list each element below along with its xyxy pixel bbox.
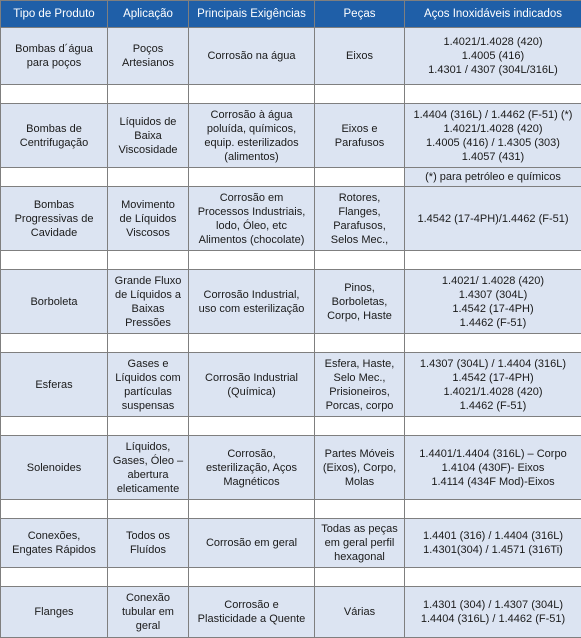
- cell-line: esterilização, Aços: [191, 461, 312, 475]
- empty-cell: [315, 85, 405, 104]
- cell-tipo: [1, 353, 108, 417]
- cell-exigencias: [189, 187, 315, 251]
- empty-cell: [1, 500, 108, 519]
- empty-cell: [405, 85, 581, 104]
- cell-line: 1.4404 (316L) / 1.4462 (F-51) (*): [407, 108, 579, 122]
- cell-line: Selo Mec.,: [317, 371, 402, 385]
- cell-line: 1.4021/1.4028 (420): [407, 122, 579, 136]
- cell-line: Magnéticos: [191, 475, 312, 489]
- cell-tipo: [1, 587, 108, 638]
- empty-cell: [189, 500, 315, 519]
- cell-line: 1.4401 (316) / 1.4404 (316L): [407, 529, 579, 543]
- empty-cell: [1, 168, 108, 187]
- cell-line: Alimentos (chocolate): [191, 233, 312, 247]
- cell-acos: [405, 28, 581, 85]
- spacer-row: [1, 334, 581, 353]
- cell-line: 1.4301 / 4307 (304L/316L): [407, 63, 579, 77]
- cell-exigencias: [189, 270, 315, 334]
- empty-cell: [189, 85, 315, 104]
- cell-line: poluída, químicos,: [191, 122, 312, 136]
- empty-cell: [405, 417, 581, 436]
- cell-line: Borboletas,: [317, 295, 402, 309]
- cell-aplicacao: [108, 519, 189, 568]
- cell-line: Rotores,: [317, 191, 402, 205]
- cell-line: Todos os: [110, 529, 186, 543]
- cell-line: Conexão: [110, 591, 186, 605]
- cell-line: Porcas, corpo: [317, 399, 402, 413]
- cell-line: 1.4005 (416) / 1.4305 (303): [407, 136, 579, 150]
- cell-line: Flanges,: [317, 205, 402, 219]
- empty-cell: [189, 417, 315, 436]
- cell-line: em geral perfil: [317, 536, 402, 550]
- cell-acos: [405, 270, 581, 334]
- cell-line: 1.4114 (434F Mod)-Eixos: [407, 475, 579, 489]
- cell-pecas: [315, 28, 405, 85]
- header-pecas: Peças: [315, 1, 405, 28]
- cell-line: Corrosão Industrial,: [191, 288, 312, 302]
- cell-line: Pressões: [110, 316, 186, 330]
- spacer-row: [1, 500, 581, 519]
- cell-aplicacao: [108, 270, 189, 334]
- cell-acos: [405, 104, 581, 168]
- cell-line: equip. esterilizados: [191, 136, 312, 150]
- cell-exigencias: [189, 28, 315, 85]
- cell-pecas: [315, 104, 405, 168]
- cell-line: Eixos: [317, 49, 402, 63]
- table-row: [1, 436, 581, 500]
- cell-line: 1.4542 (17-4PH)/1.4462 (F-51): [407, 212, 579, 226]
- cell-tipo: [1, 519, 108, 568]
- empty-cell: [405, 334, 581, 353]
- cell-pecas: [315, 519, 405, 568]
- cell-line: Corrosão na água: [191, 49, 312, 63]
- empty-cell: [108, 251, 189, 270]
- empty-cell: [1, 417, 108, 436]
- header-aplicacao: Aplicação: [108, 1, 189, 28]
- cell-line: geral: [110, 619, 186, 633]
- cell-line: Molas: [317, 475, 402, 489]
- empty-cell: [108, 168, 189, 187]
- table-row: [1, 270, 581, 334]
- cell-line: abertura: [110, 468, 186, 482]
- spacer-row: [1, 251, 581, 270]
- cell-line: Corrosão,: [191, 447, 312, 461]
- cell-line: Bombas de: [3, 122, 105, 136]
- cell-line: Parafusos: [317, 136, 402, 150]
- cell-tipo: [1, 436, 108, 500]
- empty-cell: [405, 568, 581, 587]
- empty-cell: [315, 168, 405, 187]
- cell-line: Movimento: [110, 198, 186, 212]
- empty-cell: [108, 500, 189, 519]
- cell-line: (Química): [191, 385, 312, 399]
- empty-cell: [189, 251, 315, 270]
- cell-aplicacao: [108, 587, 189, 638]
- cell-acos: [405, 436, 581, 500]
- cell-pecas: [315, 187, 405, 251]
- empty-cell: [108, 417, 189, 436]
- cell-tipo: [1, 28, 108, 85]
- cell-line: Eixos e: [317, 122, 402, 136]
- cell-line: uso com esterilização: [191, 302, 312, 316]
- empty-cell: [405, 251, 581, 270]
- cell-line: Partes Móveis: [317, 447, 402, 461]
- empty-cell: [1, 334, 108, 353]
- cell-line: (alimentos): [191, 150, 312, 164]
- spacer-row: [1, 568, 581, 587]
- cell-aplicacao: [108, 436, 189, 500]
- empty-cell: [189, 168, 315, 187]
- cell-line: Processos Industriais,: [191, 205, 312, 219]
- cell-acos: [405, 587, 581, 638]
- cell-line: Engates Rápidos: [3, 543, 105, 557]
- cell-line: Baixa: [110, 129, 186, 143]
- cell-line: Todas as peças: [317, 522, 402, 536]
- cell-line: Corpo, Haste: [317, 309, 402, 323]
- cell-tipo: [1, 104, 108, 168]
- cell-line: eleticamente: [110, 482, 186, 496]
- cell-line: Viscosos: [110, 226, 186, 240]
- cell-line: 1.4057 (431): [407, 150, 579, 164]
- cell-line: Pinos,: [317, 281, 402, 295]
- cell-line: Plasticidade a Quente: [191, 612, 312, 626]
- cell-aplicacao: [108, 353, 189, 417]
- cell-line: Fluídos: [110, 543, 186, 557]
- cell-line: Corrosão e: [191, 598, 312, 612]
- cell-pecas: [315, 436, 405, 500]
- cell-acos: [405, 353, 581, 417]
- cell-line: Prisioneiros,: [317, 385, 402, 399]
- cell-line: Poços: [110, 42, 186, 56]
- spacer-row: [1, 417, 581, 436]
- cell-line: 1.4462 (F-51): [407, 399, 579, 413]
- cell-line: (Eixos), Corpo,: [317, 461, 402, 475]
- cell-line: Solenoides: [3, 461, 105, 475]
- cell-line: 1.4404 (316L) / 1.4462 (F-51): [407, 612, 579, 626]
- empty-cell: [405, 500, 581, 519]
- cell-tipo: [1, 187, 108, 251]
- cell-line: Corrosão em geral: [191, 536, 312, 550]
- spacer-row: [1, 85, 581, 104]
- cell-exigencias: [189, 436, 315, 500]
- cell-aplicacao: [108, 187, 189, 251]
- cell-line: 1.4307 (304L) / 1.4404 (316L): [407, 357, 579, 371]
- cell-line: Corrosão Industrial: [191, 371, 312, 385]
- table-row: [1, 587, 581, 638]
- cell-line: 1.4301(304) / 1.4571 (316Ti): [407, 543, 579, 557]
- cell-line: tubular em: [110, 605, 186, 619]
- empty-cell: [1, 251, 108, 270]
- cell-line: Artesianos: [110, 56, 186, 70]
- cell-line: para poços: [3, 56, 105, 70]
- cell-line: partículas: [110, 385, 186, 399]
- cell-exigencias: [189, 104, 315, 168]
- table-body: [1, 28, 581, 638]
- cell-line: Várias: [317, 605, 402, 619]
- cell-line: Flanges: [3, 605, 105, 619]
- cell-line: Progressivas de: [3, 212, 105, 226]
- cell-line: Borboleta: [3, 295, 105, 309]
- cell-line: de Líquidos a: [110, 288, 186, 302]
- cell-line: Líquidos de: [110, 115, 186, 129]
- cell-line: 1.4104 (430F)- Eixos: [407, 461, 579, 475]
- table-row: [1, 353, 581, 417]
- cell-exigencias: [189, 587, 315, 638]
- table-row: [1, 187, 581, 251]
- cell-line: Viscosidade: [110, 143, 186, 157]
- empty-cell: [189, 334, 315, 353]
- cell-line: 1.4462 (F-51): [407, 316, 579, 330]
- header-acos: Aços Inoxidáveis indicados: [405, 1, 581, 28]
- cell-line: Parafusos,: [317, 219, 402, 233]
- cell-line: Corrosão em: [191, 191, 312, 205]
- empty-cell: [315, 500, 405, 519]
- empty-cell: [315, 417, 405, 436]
- cell-line: Bombas d´água: [3, 42, 105, 56]
- cell-line: Esferas: [3, 378, 105, 392]
- cell-line: Selos Mec.,: [317, 233, 402, 247]
- cell-line: de Líquidos: [110, 212, 186, 226]
- cell-pecas: [315, 587, 405, 638]
- cell-line: Centrifugação: [3, 136, 105, 150]
- empty-cell: [1, 85, 108, 104]
- cell-exigencias: [189, 353, 315, 417]
- cell-line: Corrosão à água: [191, 108, 312, 122]
- cell-line: 1.4307 (304L): [407, 288, 579, 302]
- table-row: [1, 28, 581, 85]
- header-tipo: Tipo de Produto: [1, 1, 108, 28]
- cell-line: Líquidos,: [110, 440, 186, 454]
- cell-line: Gases e: [110, 357, 186, 371]
- empty-cell: [315, 334, 405, 353]
- cell-line: 1.4542 (17-4PH): [407, 371, 579, 385]
- cell-line: Líquidos com: [110, 371, 186, 385]
- empty-cell: [108, 334, 189, 353]
- cell-line: 1.4301 (304) / 1.4307 (304L): [407, 598, 579, 612]
- header-exigencias: Principais Exigências: [189, 1, 315, 28]
- cell-line: Cavidade: [3, 226, 105, 240]
- note-row: [1, 168, 581, 187]
- empty-cell: [315, 568, 405, 587]
- cell-line: Grande Fluxo: [110, 274, 186, 288]
- cell-line: Conexões,: [3, 529, 105, 543]
- cell-exigencias: [189, 519, 315, 568]
- cell-aplicacao: [108, 28, 189, 85]
- cell-acos: [405, 519, 581, 568]
- cell-line: lodo, Óleo, etc: [191, 219, 312, 233]
- cell-line: Esfera, Haste,: [317, 357, 402, 371]
- cell-acos: [405, 187, 581, 251]
- empty-cell: [1, 568, 108, 587]
- cell-line: Baixas: [110, 302, 186, 316]
- cell-line: suspensas: [110, 399, 186, 413]
- cell-line: 1.4401/1.4404 (316L) – Corpo: [407, 447, 579, 461]
- empty-cell: [108, 85, 189, 104]
- cell-line: 1.4021/1.4028 (420): [407, 385, 579, 399]
- cell-line: 1.4021/1.4028 (420): [407, 35, 579, 49]
- table-row: [1, 104, 581, 168]
- cell-line: Gases, Óleo –: [110, 454, 186, 468]
- cell-line: 1.4542 (17-4PH): [407, 302, 579, 316]
- cell-line: Bombas: [3, 198, 105, 212]
- cell-line: hexagonal: [317, 550, 402, 564]
- cell-tipo: [1, 270, 108, 334]
- empty-cell: [108, 568, 189, 587]
- empty-cell: [189, 568, 315, 587]
- header-row: [1, 1, 581, 28]
- cell-aplicacao: [108, 104, 189, 168]
- cell-pecas: [315, 270, 405, 334]
- table-row: [1, 519, 581, 568]
- footnote: (*) para petróleo e químicos: [405, 168, 581, 187]
- cell-line: 1.4021/ 1.4028 (420): [407, 274, 579, 288]
- empty-cell: [315, 251, 405, 270]
- cell-line: 1.4005 (416): [407, 49, 579, 63]
- cell-pecas: [315, 353, 405, 417]
